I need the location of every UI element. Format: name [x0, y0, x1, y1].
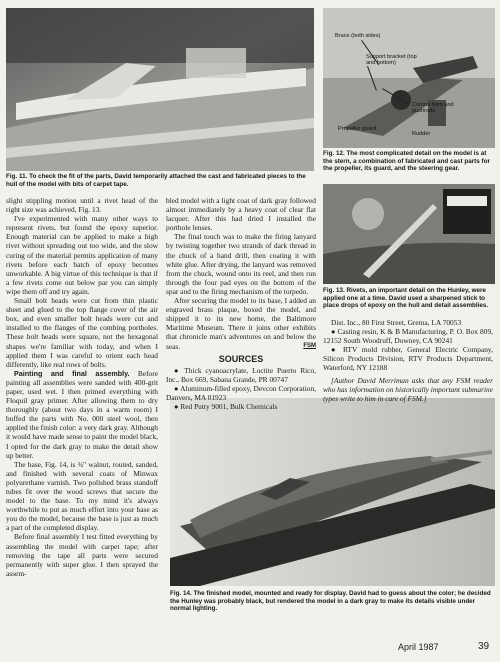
fig13-photo — [323, 184, 495, 284]
fig11-caption: Fig. 11. To check the fit of the parts, David temporarily attached the cast and fabricated pieces to the hull of the model with bits of carpet tape. — [6, 173, 306, 188]
footer-date: April 1987 — [398, 642, 439, 652]
col2-para-3-text: After securing the model to its base, I added an engraved brass plaque, boxed the model, and shipped it to its new home, the Baltimore Maritime Museum. There it joins other exhibits that chronicle man's adventures on and below the seas. — [166, 296, 316, 351]
callout-support: Support bracket (top and bottom) — [366, 54, 417, 66]
body-column-1 — [6, 196, 158, 578]
source-item: ● Aluminum-filled epoxy, Devcon Corporation, Danvers, MA 01923 — [166, 383, 316, 402]
fig14-photo-art — [170, 398, 495, 586]
fig14-photo — [170, 398, 495, 586]
col1-para-2: I've experimented with many other ways to represent rivets, but found the epoxy superior. Enough material can be applied to make a high rivet without spreading out too wide, and the slow curing of the material permits application of many rivets before each batch of epoxy becomes unworkable. A big virtue of this technique is that if a few rivets come out below par you can simply wipe them off and try again. — [6, 214, 158, 296]
painting-text: Before painting all assemblies were sanded with 400-grit paper, used wet. I then primed everything with Floquil gray primer. After allowing them to dry thoroughly (about two days in a warm room) I buffed the parts with No. 000 steel wool, then applied the finish color: a very dark gray. Although it would have made sense to paint the model black, I opted for the dark gray to make the detail show up better. — [6, 368, 158, 460]
sources-heading: SOURCES — [218, 353, 264, 364]
body-column-3 — [323, 318, 493, 403]
source-item: ● RTV mold rubber, General Electric Company, Silicon Products Division, RTV Products Department, Waterford, NY 12188 — [323, 345, 493, 373]
source-item: ● Thick cyanoacrylate, Loctite Puerto Rico, Inc., Box 669, Sabana Grande, PR 00747 — [166, 365, 316, 384]
col1-para-1: slight stippling motion until a rivet head of the right size was achieved, Fig. 13. — [6, 196, 158, 215]
col1-para-assembly: Before final assembly I test fitted everything by assembling the model with carpet tape; after removing the tape all parts were secured permanently with super glue. I then sprayed the assem- — [6, 532, 158, 578]
body-column-2 — [166, 196, 316, 411]
source-item: Dist. Inc., 80 First Street, Gretna, LA 70053 — [331, 318, 462, 327]
page-number: 39 — [478, 641, 490, 652]
col2-para-3 — [166, 296, 316, 351]
callout-rudder: Rudder — [412, 131, 431, 137]
author-note: [Author David Merriman asks that any FSM reader who has information on historically important submarine types write to him in care of FSM.] — [323, 375, 493, 403]
source-item: ● Casting resin, K & B Manufacturing, P. O. Box 809, 12152 South Woodruff, Downey, CA 90241 — [323, 327, 493, 346]
col2-para-1: bled model with a light coat of dark gray followed almost immediately by a heavy coat of clear flat lacquer. After this had dried I installed the porthole lenses. — [166, 196, 316, 233]
fig11-photo — [6, 8, 314, 171]
callout-propeller-guard: Propeller guard — [338, 126, 377, 132]
fig13-caption: Fig. 13. Rivets, an important detail on the Hunley, were applied one at a time. David used a sharpened stick to place drops of epoxy on the hull and detail assemblies. — [323, 287, 489, 310]
painting-lead: Painting and final assembly. — [14, 368, 130, 378]
col1-para-base: The base, Fig. 14, is ¾" walnut, routed, sanded, and finished with several coats of Minwax polyurethane varnish. Two polished brass standoff tubes fit over the wood screws that secure the model to the base. To my mind it's always worthwhile to put as much effort into your base as you do the model, because the base is just as much a part of the completed display. — [6, 459, 158, 533]
col1-painting-para — [6, 369, 158, 460]
callout-control: Control horn and pushrods — [412, 102, 454, 114]
col2-para-2: The final touch was to make the firing lanyard by twisting together two strands of dark thread in the chuck of a hand drill, then coating it with white glue. After drying, the lanyard was removed from the chuck, wound onto its reel, and then run through the four pad eyes on the bottom of the spar and to the firing mechanism of the torpedo. — [166, 232, 316, 296]
fsm-endmark: FSM — [303, 342, 316, 349]
callout-brace: Brace (both sides) — [335, 33, 381, 39]
fig14-caption: Fig. 14. The finished model, mounted and ready for display. David had to guess about the color; he decided the Hunley was probably black, but rendered the model in a dark gray to make its details visible under normal lighting. — [170, 590, 491, 613]
fig13-photo-art — [323, 184, 495, 284]
source-item: ● Red Putty 9001, Bulk Chemicals — [174, 402, 278, 412]
fig11-photo-art — [6, 8, 314, 171]
fig12-caption: Fig. 12. The most complicated detail on the model is at the stern, a combination of fabricated and cast parts for the propeller, its guard, and the steering gear. — [323, 150, 490, 173]
col1-para-3: Small bolt heads were cut from thin plastic sheet and glued to the top flange cover of the air box, and even smaller bolt heads were cut and installed to the flanges of the combing portholes. These bolt heads were square, not the hexagonal shapes we're familiar with today, and when I applied them I was careful to orient each head differently, like real rows of bolts. — [6, 296, 158, 369]
